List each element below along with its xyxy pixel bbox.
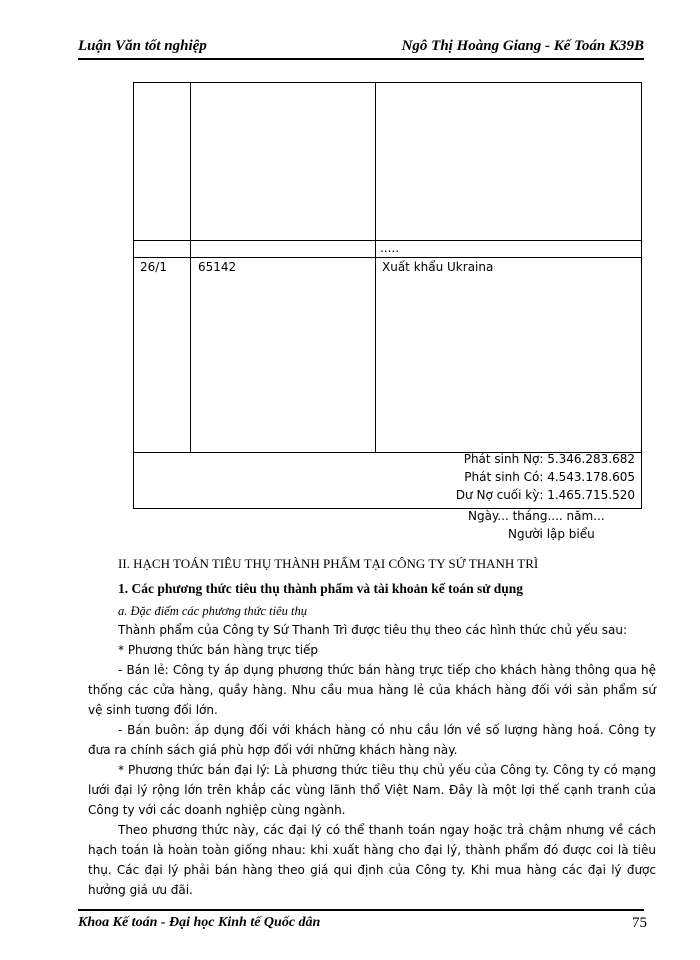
body-text bbox=[88, 620, 656, 900]
paragraph: Theo phương thức này, các đại lý có thể thanh toán ngay hoặc trả chậm nhưng về cách hạch toán là hoàn toàn giống nhau: khi xuất hàng cho đại lý, thành phẩm đó được coi là tiêu thụ. Các đại lý phải bán hàng theo giá qui định của Công ty. Khi mua hàng các đại lý được hưởng giá ưu đãi. bbox=[88, 823, 656, 897]
header-thesis-label: Luận Văn tốt nghiệp bbox=[78, 38, 207, 54]
total-credit: Phát sinh Có: 4.543.178.605 bbox=[464, 470, 635, 484]
paragraph: - Bán lẻ: Công ty áp dụng phương thức bán hàng trực tiếp cho khách hàng thông qua hệ thống các cửa hàng, quầy hàng. Nhu cầu mua hàng lẻ của khách hàng đối với sản phẩm sứ vệ sinh tương đối lớn. bbox=[88, 663, 656, 717]
footer-rule bbox=[78, 909, 644, 911]
subsection-title: 1. Các phương thức tiêu thụ thành phẩm và tài khoản kế toán sử dụng bbox=[118, 581, 524, 596]
ledger-table bbox=[133, 82, 642, 509]
ending-balance: Dư Nợ cuối kỳ: 1.465.715.520 bbox=[455, 488, 635, 502]
row-divider bbox=[134, 257, 641, 258]
entry-doc-number: 65142 bbox=[198, 260, 237, 274]
signature-preparer: Người lập biểu bbox=[508, 527, 595, 541]
subsubsection-title: a. Đặc điểm các phương thức tiêu thụ bbox=[118, 604, 308, 618]
paragraph: * Phương thức bán hàng trực tiếp bbox=[118, 643, 319, 657]
page-number: 75 bbox=[632, 915, 647, 931]
total-debit: Phát sinh Nợ: 5.346.283.682 bbox=[463, 452, 635, 466]
page-header bbox=[78, 38, 644, 58]
ellipsis-row: ..... bbox=[380, 241, 400, 255]
entry-date: 26/1 bbox=[140, 260, 167, 274]
column-divider bbox=[375, 83, 376, 452]
column-divider bbox=[190, 83, 191, 452]
header-author: Ngô Thị Hoàng Giang - Kế Toán K39B bbox=[401, 38, 644, 54]
footer-faculty: Khoa Kế toán - Đại học Kinh tế Quốc dân bbox=[78, 915, 321, 930]
signature-date: Ngày... tháng.... năm... bbox=[468, 509, 605, 523]
paragraph: Thành phẩm của Công ty Sứ Thanh Trì được tiêu thụ theo các hình thức chủ yếu sau: bbox=[118, 623, 627, 637]
section-title: II. HẠCH TOÁN TIÊU THỤ THÀNH PHẨM TẠI CÔNG TY SỨ THANH TRÌ bbox=[118, 556, 539, 571]
paragraph: * Phương thức bán đại lý: Là phương thức tiêu thụ chủ yếu của Công ty. Công ty có mạng lưới đại lý rộng lớn trên khắp các vùng lãnh thổ Việt Nam. Đây là một lợi thế cạnh tranh của Công ty với các doanh nghiệp cùng ngành. bbox=[88, 763, 656, 817]
header-rule bbox=[78, 58, 644, 60]
paragraph: - Bán buôn: áp dụng đối với khách hàng có nhu cầu lớn về số lượng hàng hoá. Công ty đưa ra chính sách giá phù hợp đối với những khách hàng này. bbox=[88, 723, 656, 757]
entry-description: Xuất khẩu Ukraina bbox=[382, 260, 494, 274]
